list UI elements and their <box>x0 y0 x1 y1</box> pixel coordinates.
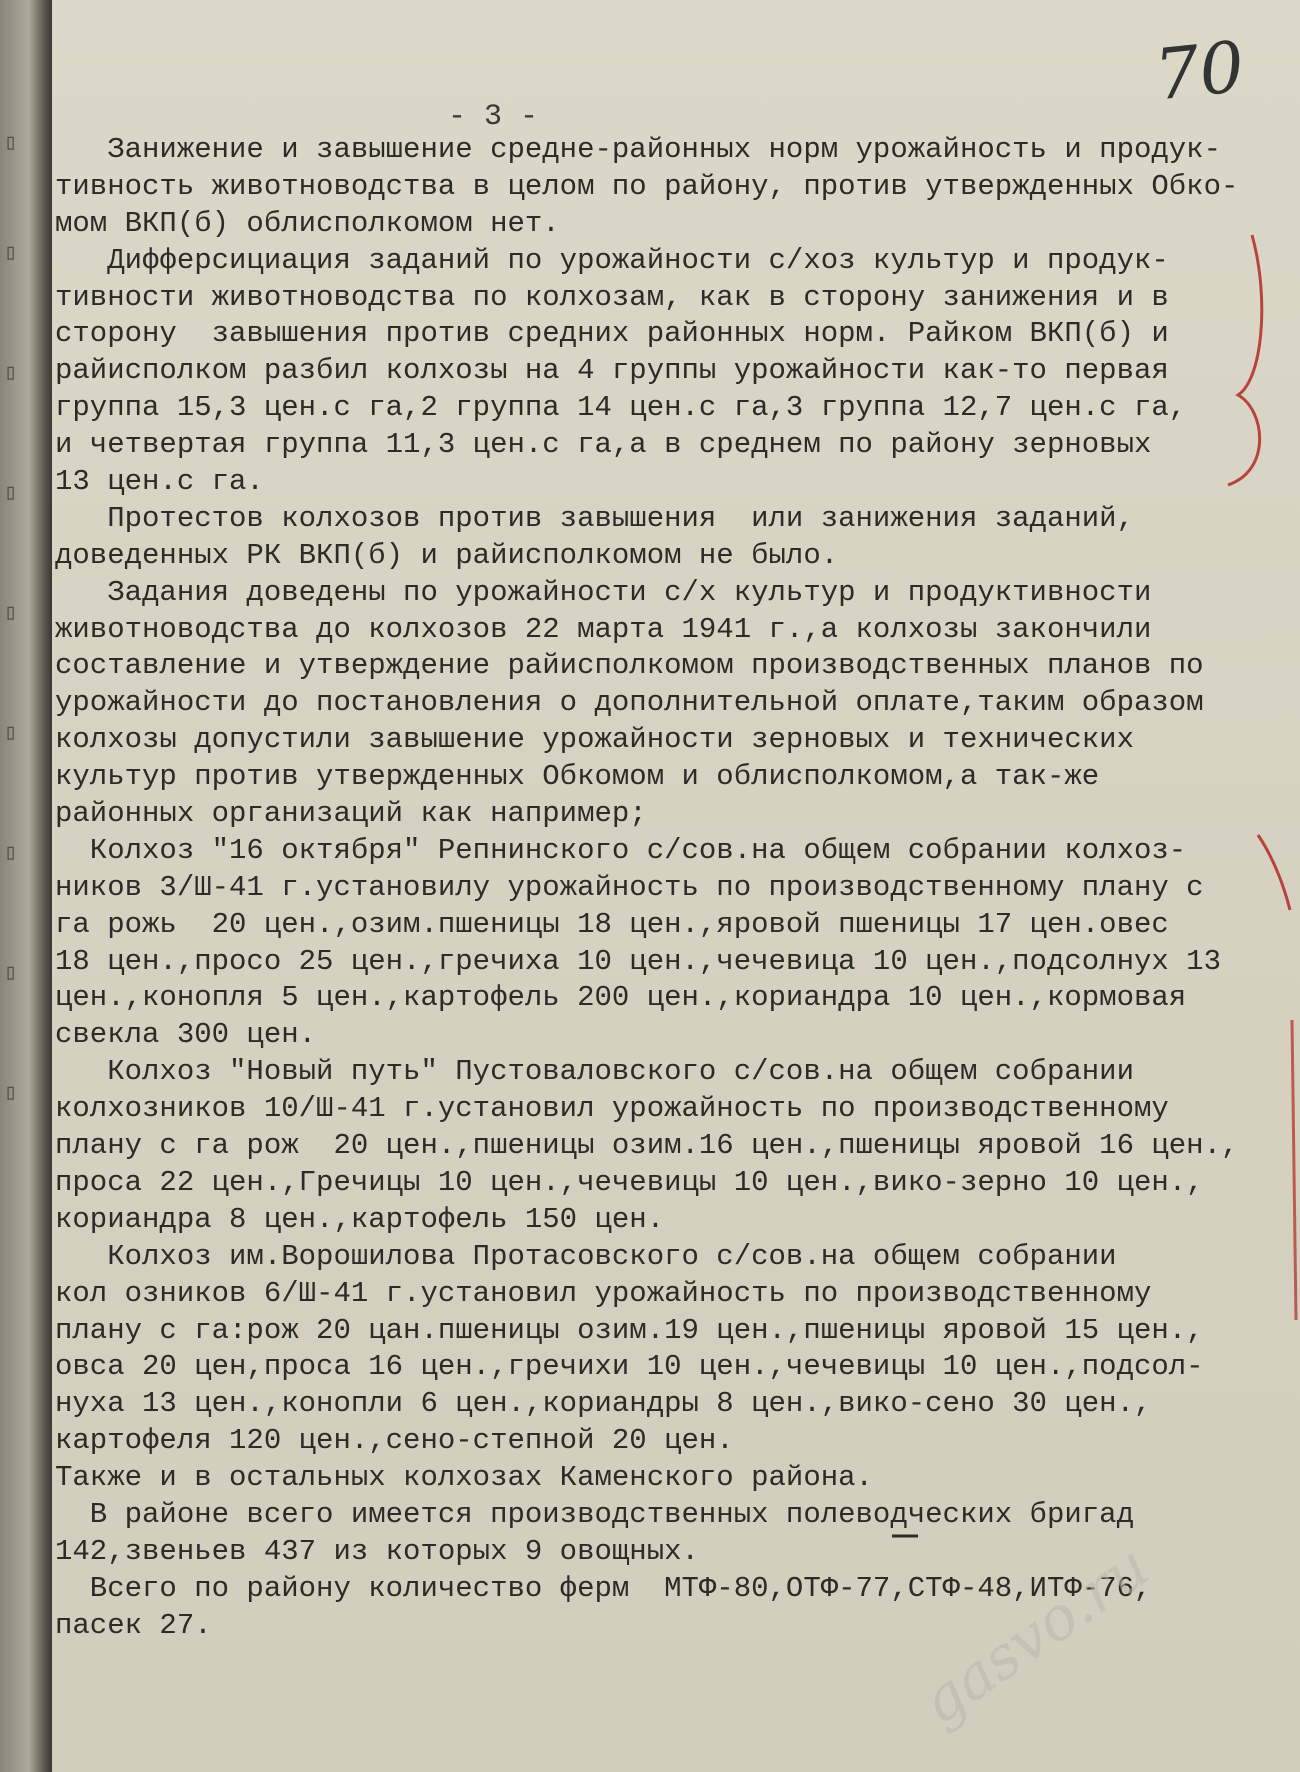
text-line: Всего по району количество ферм МТФ-80,ОТФ-77,СТФ-48,ИТФ-76, <box>55 1571 1152 1605</box>
text-line: тивности животноводства по колхозам, как в сторону занижения и в <box>55 280 1169 314</box>
text-line: Также и в остальных колхозах Каменского района. <box>55 1461 873 1495</box>
text-line: плану с га:рож 20 цан.пшеницы озим.19 цен.,пшеницы яровой 15 цен., <box>55 1313 1204 1347</box>
text-line: Колхоз "16 октября" Репнинского с/сов.на общем собрании колхоз- <box>55 833 1187 867</box>
red-pencil-line <box>1292 1020 1296 1320</box>
text-line: Протестов колхозов против завышения или занижения заданий, <box>55 501 1134 535</box>
text-line: группа 15,3 цен.с га,2 группа 14 цен.с га,3 группа 12,7 цен.с га, <box>55 391 1187 425</box>
text-line: картофеля 120 цен.,сено-степной 20 цен. <box>55 1424 734 1458</box>
edge-fragment-mark: ▯ <box>4 131 18 156</box>
text-line: животноводства до колхозов 22 марта 1941 г.,а колхозы закончили <box>55 612 1152 646</box>
text-line: кол озников 6/Ш-41 г.установил урожайность по производственному <box>55 1276 1152 1310</box>
edge-fragment-mark: ▯ <box>4 241 18 266</box>
text-line: проса 22 цен.,Гречицы 10 цен.,чечевицы 10 цен.,вико-зерно 10 цен., <box>55 1165 1204 1199</box>
text-line: Задания доведены по урожайности с/х культур и продуктивности <box>55 575 1152 609</box>
handwritten-page-number: 70 <box>1150 25 1249 117</box>
text-line: га рожь 20 цен.,озим.пшеницы 18 цен.,яровой пшеницы 17 цен.овес <box>55 907 1169 941</box>
text-line: районных организаций как например; <box>55 797 647 831</box>
text-line: колхозников 10/Ш-41 г.установил урожайность по производственному <box>55 1092 1169 1126</box>
edge-fragment-mark: ▯ <box>4 961 18 986</box>
text-line: составление и утверждение райисполкомом производственных планов по <box>55 649 1204 683</box>
text-line: культур против утвержденных Обкомом и облисполкомом,а так-же <box>55 760 1100 794</box>
text-line: нуха 13 цен.,конопли 6 цен.,кориандры 8 цен.,вико-сено 30 цен., <box>55 1387 1152 1421</box>
edge-fragment-mark: ▯ <box>4 361 18 386</box>
text-line: плану с га рож 20 цен.,пшеницы озим.16 цен.,пшеницы яровой 16 цен., <box>55 1129 1239 1163</box>
edge-fragment-mark: ▯ <box>4 1081 18 1106</box>
text-line: 18 цен.,просо 25 цен.,гречиха 10 цен.,чечевица 10 цен.,подсолнух 13 <box>55 944 1221 978</box>
text-line: кориандра 8 цен.,картофель 150 цен. <box>55 1202 665 1236</box>
text-line: тивность животноводства в целом по району, против утвержденных Обко- <box>55 169 1239 203</box>
text-line: пасек 27. <box>55 1608 212 1642</box>
page-label: - 3 - <box>448 100 539 134</box>
edge-fragment-mark: ▯ <box>4 481 18 506</box>
edge-fragment-mark: ▯ <box>4 601 18 626</box>
text-line: свекла 300 цен. <box>55 1018 317 1052</box>
text-line: сторону завышения против средних районных норм. Райком ВКП(б) и <box>55 317 1169 351</box>
text-line: доведенных РК ВКП(б) и райисполкомом не было. <box>55 538 839 572</box>
red-pencil-tick <box>1258 835 1290 910</box>
text-line: 142,звеньев 437 из которых 9 овощных. <box>55 1534 699 1568</box>
text-line: 13 цен.с га. <box>55 465 264 499</box>
text-line: В районе всего имеется производственных полеводческих бригад <box>55 1497 1134 1531</box>
watermark-logo: gasvo.ru <box>908 1531 1162 1739</box>
edge-fragment-mark: ▯ <box>4 841 18 866</box>
text-line: урожайности до постановления о дополнительной оплате,таким образом <box>55 686 1204 720</box>
text-line: цен.,конопля 5 цен.,картофель 200 цен.,кориандра 10 цен.,кормовая <box>55 981 1187 1015</box>
text-line: Колхоз "Новый путь" Пустоваловского с/сов.на общем собрании <box>55 1055 1134 1089</box>
text-line: Дифферсициация заданий по урожайности с/хоз культур и продук- <box>55 243 1169 277</box>
text-line: ников 3/Ш-41 г.установилу урожайность по производственному плану с <box>55 870 1204 904</box>
red-pencil-bracket <box>1228 235 1262 485</box>
edge-fragment-mark: ▯ <box>4 721 18 746</box>
text-line: райисполком разбил колхозы на 4 группы урожайности как-то первая <box>55 354 1169 388</box>
text-line: Занижение и завышение средне-районных норм урожайность и продук- <box>55 133 1221 166</box>
text-line: мом ВКП(б) облисполкомом нет. <box>55 206 560 240</box>
text-line: Колхоз им.Ворошилова Протасовского с/сов.на общем собрании <box>55 1239 1117 1273</box>
text-line: колхозы допустили завышение урожайности зерновых и технических <box>55 723 1134 757</box>
text-line: овса 20 цен,проса 16 цен.,гречихи 10 цен.,чечевицы 10 цен.,подсол- <box>55 1350 1204 1384</box>
text-line: и четвертая группа 11,3 цен.с га,а в среднем по району зерновых <box>55 428 1152 462</box>
